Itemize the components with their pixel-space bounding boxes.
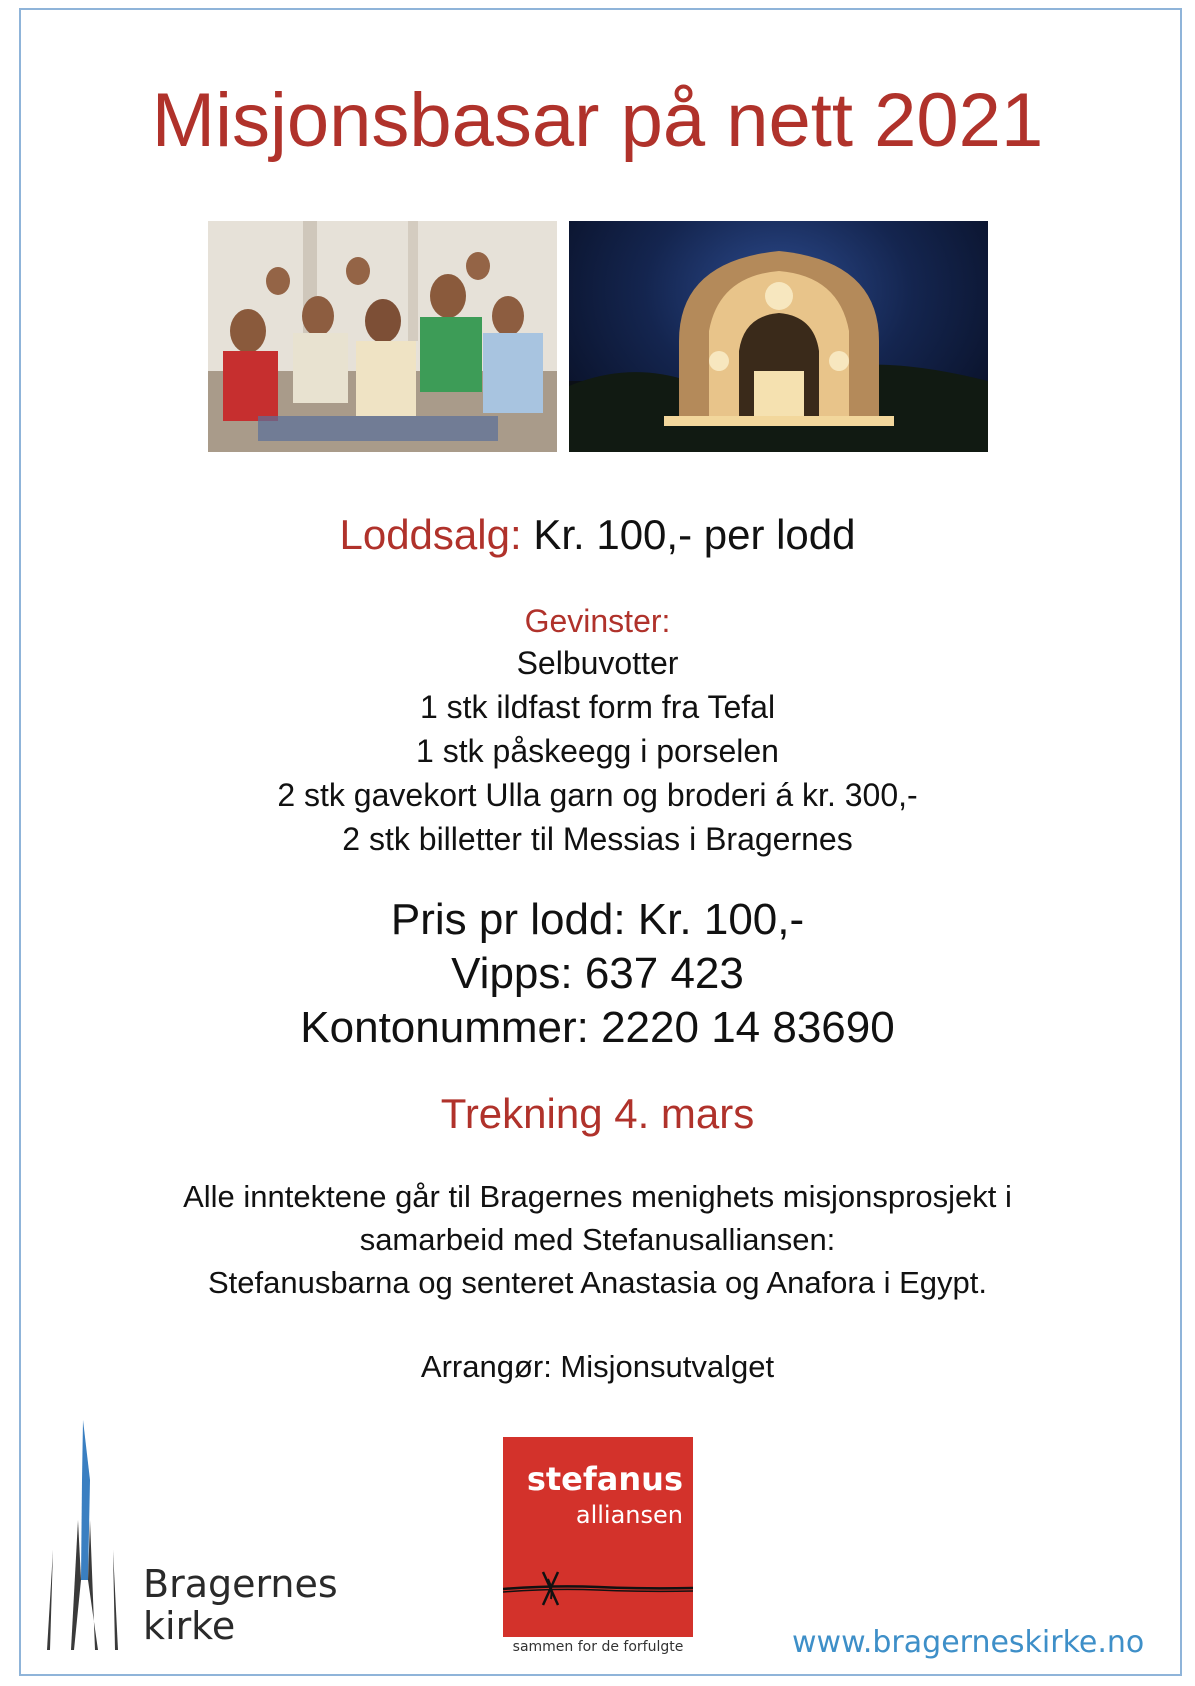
- page-title: Misjonsbasar på nett 2021: [151, 78, 1044, 163]
- proceeds-line: samarbeid med Stefanusalliansen:: [359, 1222, 836, 1257]
- vipps-number: Vipps: 637 423: [451, 949, 744, 998]
- draw-date: Trekning 4. mars: [440, 1090, 755, 1137]
- payment-info: [0, 893, 1195, 1055]
- stefanus-logo-name: stefanus: [526, 1460, 683, 1498]
- proceeds-info: [0, 1175, 1195, 1304]
- price-per-ticket: Pris pr lodd: Kr. 100,-: [390, 895, 805, 944]
- building-photo: [569, 221, 988, 452]
- account-number: Kontonummer: 2220 14 83690: [300, 1003, 895, 1052]
- prize-item: 1 stk påskeegg i porselen: [416, 733, 779, 769]
- proceeds-line: Stefanusbarna og senteret Anastasia og Anafora i Egypt.: [208, 1265, 987, 1300]
- barbed-wire-icon: [503, 1557, 693, 1617]
- prize-item: 1 stk ildfast form fra Tefal: [419, 689, 776, 725]
- bragernes-logo-line: kirke: [143, 1604, 236, 1648]
- bragernes-logo-text: [143, 1563, 338, 1647]
- lottery-value: Kr. 100,- per lodd: [533, 511, 856, 558]
- organizer: Arrangør: Misjonsutvalget: [420, 1349, 775, 1384]
- children-photo-illustration: [208, 221, 557, 452]
- prize-item: 2 stk gavekort Ulla garn og broderi á kr. 300,-: [277, 777, 918, 813]
- proceeds-line: Alle inntektene går til Bragernes menighets misjonsprosjekt i: [183, 1179, 1012, 1214]
- prize-item: 2 stk billetter til Messias i Bragernes: [342, 821, 853, 857]
- prizes-heading: Gevinster:: [524, 603, 671, 639]
- building-photo-illustration: [569, 221, 988, 452]
- lottery-price-line: [0, 509, 1195, 561]
- prize-list: [0, 641, 1195, 861]
- lottery-label: Loddsalg:: [339, 511, 522, 558]
- stefanus-tagline: sammen for de forfulgte: [512, 1639, 684, 1655]
- bragernes-logo-line: Bragernes: [143, 1562, 338, 1606]
- stefanus-logo: [503, 1437, 693, 1637]
- stefanus-logo-sub: alliansen: [575, 1501, 683, 1529]
- prize-item: Selbuvotter: [516, 645, 679, 681]
- website-url: www.bragerneskirke.no: [792, 1625, 1145, 1660]
- children-photo: [208, 221, 557, 452]
